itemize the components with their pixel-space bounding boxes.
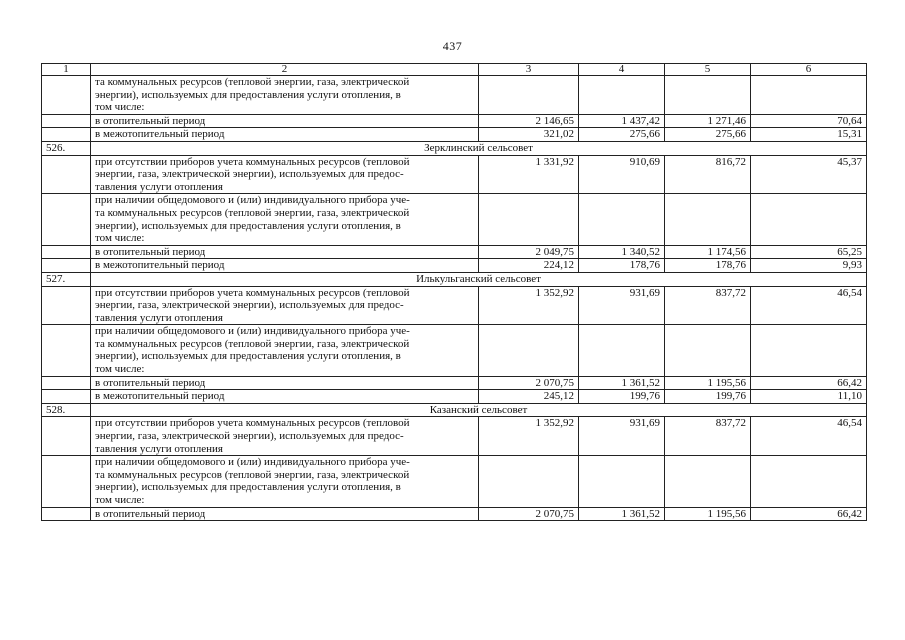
- value-cell: 2 070,75: [479, 507, 579, 521]
- table-row: [42, 286, 867, 325]
- value-cell: 1 271,46: [665, 114, 751, 128]
- value-cell: 275,66: [579, 128, 665, 142]
- value-cell: 15,31: [751, 128, 867, 142]
- value-cell: [579, 325, 665, 376]
- value-cell: 2 049,75: [479, 245, 579, 259]
- value-cell: 1 361,52: [579, 376, 665, 390]
- description-line: том числе:: [95, 101, 145, 114]
- value-cell: 1 352,92: [479, 286, 579, 325]
- description-line: энергии), используемых для предоставления услуги отопления, в: [95, 350, 401, 363]
- value-cell: 199,76: [665, 390, 751, 404]
- row-number-cell: [42, 376, 91, 390]
- value-cell: 65,25: [751, 245, 867, 259]
- value-cell: 245,12: [479, 390, 579, 404]
- section-number: 526.: [42, 141, 91, 155]
- value-cell: [665, 194, 751, 245]
- description-line: энергии), используемых для предоставления услуги отопления, в: [95, 219, 401, 232]
- value-cell: 46,54: [751, 286, 867, 325]
- row-number-cell: [42, 456, 91, 507]
- value-cell: 1 361,52: [579, 507, 665, 521]
- description-line: при наличии общедомового и (или) индивидуального прибора уче-: [95, 456, 410, 469]
- table-row: [42, 194, 867, 245]
- description-line: при отсутствии приборов учета коммунальных ресурсов (тепловой: [95, 286, 410, 299]
- value-cell: 1 340,52: [579, 245, 665, 259]
- description-line: том числе:: [95, 494, 145, 506]
- description-line: энергии), используемых для предоставления услуги отопления, в: [95, 88, 401, 101]
- description-line: при отсутствии приборов учета коммунальных ресурсов (тепловой: [95, 155, 410, 168]
- section-title-row: [42, 141, 867, 155]
- description-line: энергии, газа, электрической энергии), используемых для предос-: [95, 430, 404, 443]
- value-cell: 931,69: [579, 286, 665, 325]
- table-row: [42, 155, 867, 194]
- value-cell: [579, 456, 665, 507]
- value-cell: 837,72: [665, 286, 751, 325]
- description-line: при наличии общедомового и (или) индивидуального прибора уче-: [95, 325, 410, 338]
- value-cell: 2 146,65: [479, 114, 579, 128]
- value-cell: 321,02: [479, 128, 579, 142]
- description-cell: в межотопительный период: [91, 259, 479, 273]
- value-cell: 178,76: [665, 259, 751, 273]
- table-row: [42, 456, 867, 507]
- value-cell: 816,72: [665, 155, 751, 194]
- row-number-cell: [42, 114, 91, 128]
- column-header-6: 6: [751, 64, 867, 76]
- section-title: Казанский сельсовет: [91, 403, 867, 417]
- description-cell: в межотопительный период: [91, 390, 479, 404]
- table-row: [42, 259, 867, 273]
- table-row: [42, 76, 867, 115]
- table-row: [42, 376, 867, 390]
- value-cell: [579, 194, 665, 245]
- description-cell: [91, 155, 479, 194]
- value-cell: [665, 76, 751, 115]
- description-cell: [91, 456, 479, 507]
- description-line: тавления услуги отопления: [95, 311, 223, 324]
- description-line: та коммунальных ресурсов (тепловой энергии, газа, электрической: [95, 468, 410, 481]
- description-line: том числе:: [95, 363, 145, 376]
- description-line: энергии, газа, электрической энергии), используемых для предос-: [95, 168, 404, 181]
- description-line: та коммунальных ресурсов (тепловой энергии, газа, электрической: [95, 76, 410, 88]
- description-cell: в отопительный период: [91, 376, 479, 390]
- column-header-5: 5: [665, 64, 751, 76]
- value-cell: 1 352,92: [479, 417, 579, 456]
- section-title-row: [42, 272, 867, 286]
- description-line: тавления услуги отопления: [95, 442, 223, 455]
- value-cell: 2 070,75: [479, 376, 579, 390]
- row-number-cell: [42, 259, 91, 273]
- column-header-row: [42, 64, 867, 76]
- value-cell: 1 174,56: [665, 245, 751, 259]
- value-cell: 837,72: [665, 417, 751, 456]
- table-row: [42, 325, 867, 376]
- description-line: том числе:: [95, 232, 145, 245]
- description-line: та коммунальных ресурсов (тепловой энергии, газа, электрической: [95, 206, 410, 219]
- section-number: 528.: [42, 403, 91, 417]
- row-number-cell: [42, 286, 91, 325]
- description-cell: в отопительный период: [91, 507, 479, 521]
- column-header-1: 1: [42, 64, 91, 76]
- value-cell: 1 195,56: [665, 507, 751, 521]
- description-line: при отсутствии приборов учета коммунальных ресурсов (тепловой: [95, 417, 410, 430]
- table-row: [42, 114, 867, 128]
- description-cell: в отопительный период: [91, 245, 479, 259]
- row-number-cell: [42, 390, 91, 404]
- value-cell: 275,66: [665, 128, 751, 142]
- page-number: 437: [442, 39, 463, 53]
- value-cell: 11,10: [751, 390, 867, 404]
- description-line: при наличии общедомового и (или) индивидуального прибора уче-: [95, 194, 410, 207]
- description-cell: [91, 417, 479, 456]
- table-row: [42, 417, 867, 456]
- tariff-table: [41, 63, 867, 521]
- column-header-3: 3: [479, 64, 579, 76]
- description-line: та коммунальных ресурсов (тепловой энергии, газа, электрической: [95, 337, 410, 350]
- description-cell: [91, 286, 479, 325]
- row-number-cell: [42, 245, 91, 259]
- value-cell: [751, 325, 867, 376]
- value-cell: 9,93: [751, 259, 867, 273]
- section-number: 527.: [42, 272, 91, 286]
- table-row: [42, 245, 867, 259]
- value-cell: 178,76: [579, 259, 665, 273]
- table-row: [42, 507, 867, 521]
- value-cell: 66,42: [751, 507, 867, 521]
- row-number-cell: [42, 76, 91, 115]
- value-cell: [479, 325, 579, 376]
- value-cell: 45,37: [751, 155, 867, 194]
- value-cell: 1 195,56: [665, 376, 751, 390]
- description-cell: [91, 194, 479, 245]
- column-header-2: 2: [91, 64, 479, 76]
- row-number-cell: [42, 155, 91, 194]
- description-cell: [91, 76, 479, 115]
- row-number-cell: [42, 128, 91, 142]
- value-cell: 1 437,42: [579, 114, 665, 128]
- row-number-cell: [42, 507, 91, 521]
- description-line: тавления услуги отопления: [95, 180, 223, 193]
- value-cell: [665, 456, 751, 507]
- value-cell: [479, 194, 579, 245]
- row-number-cell: [42, 194, 91, 245]
- section-title-row: [42, 403, 867, 417]
- row-number-cell: [42, 417, 91, 456]
- value-cell: [479, 76, 579, 115]
- value-cell: 1 331,92: [479, 155, 579, 194]
- section-title: Илькульганский сельсовет: [91, 272, 867, 286]
- value-cell: [665, 325, 751, 376]
- description-cell: в межотопительный период: [91, 128, 479, 142]
- value-cell: 931,69: [579, 417, 665, 456]
- value-cell: [579, 76, 665, 115]
- description-line: энергии, газа, электрической энергии), используемых для предос-: [95, 299, 404, 312]
- row-number-cell: [42, 325, 91, 376]
- value-cell: 910,69: [579, 155, 665, 194]
- table-row: [42, 390, 867, 404]
- description-cell: [91, 325, 479, 376]
- column-header-4: 4: [579, 64, 665, 76]
- value-cell: 224,12: [479, 259, 579, 273]
- value-cell: [751, 194, 867, 245]
- description-line: энергии), используемых для предоставления услуги отопления, в: [95, 481, 401, 494]
- value-cell: [751, 76, 867, 115]
- value-cell: [479, 456, 579, 507]
- value-cell: 199,76: [579, 390, 665, 404]
- value-cell: [751, 456, 867, 507]
- value-cell: 46,54: [751, 417, 867, 456]
- table-row: [42, 128, 867, 142]
- description-cell: в отопительный период: [91, 114, 479, 128]
- value-cell: 70,64: [751, 114, 867, 128]
- section-title: Зерклинский сельсовет: [91, 141, 867, 155]
- value-cell: 66,42: [751, 376, 867, 390]
